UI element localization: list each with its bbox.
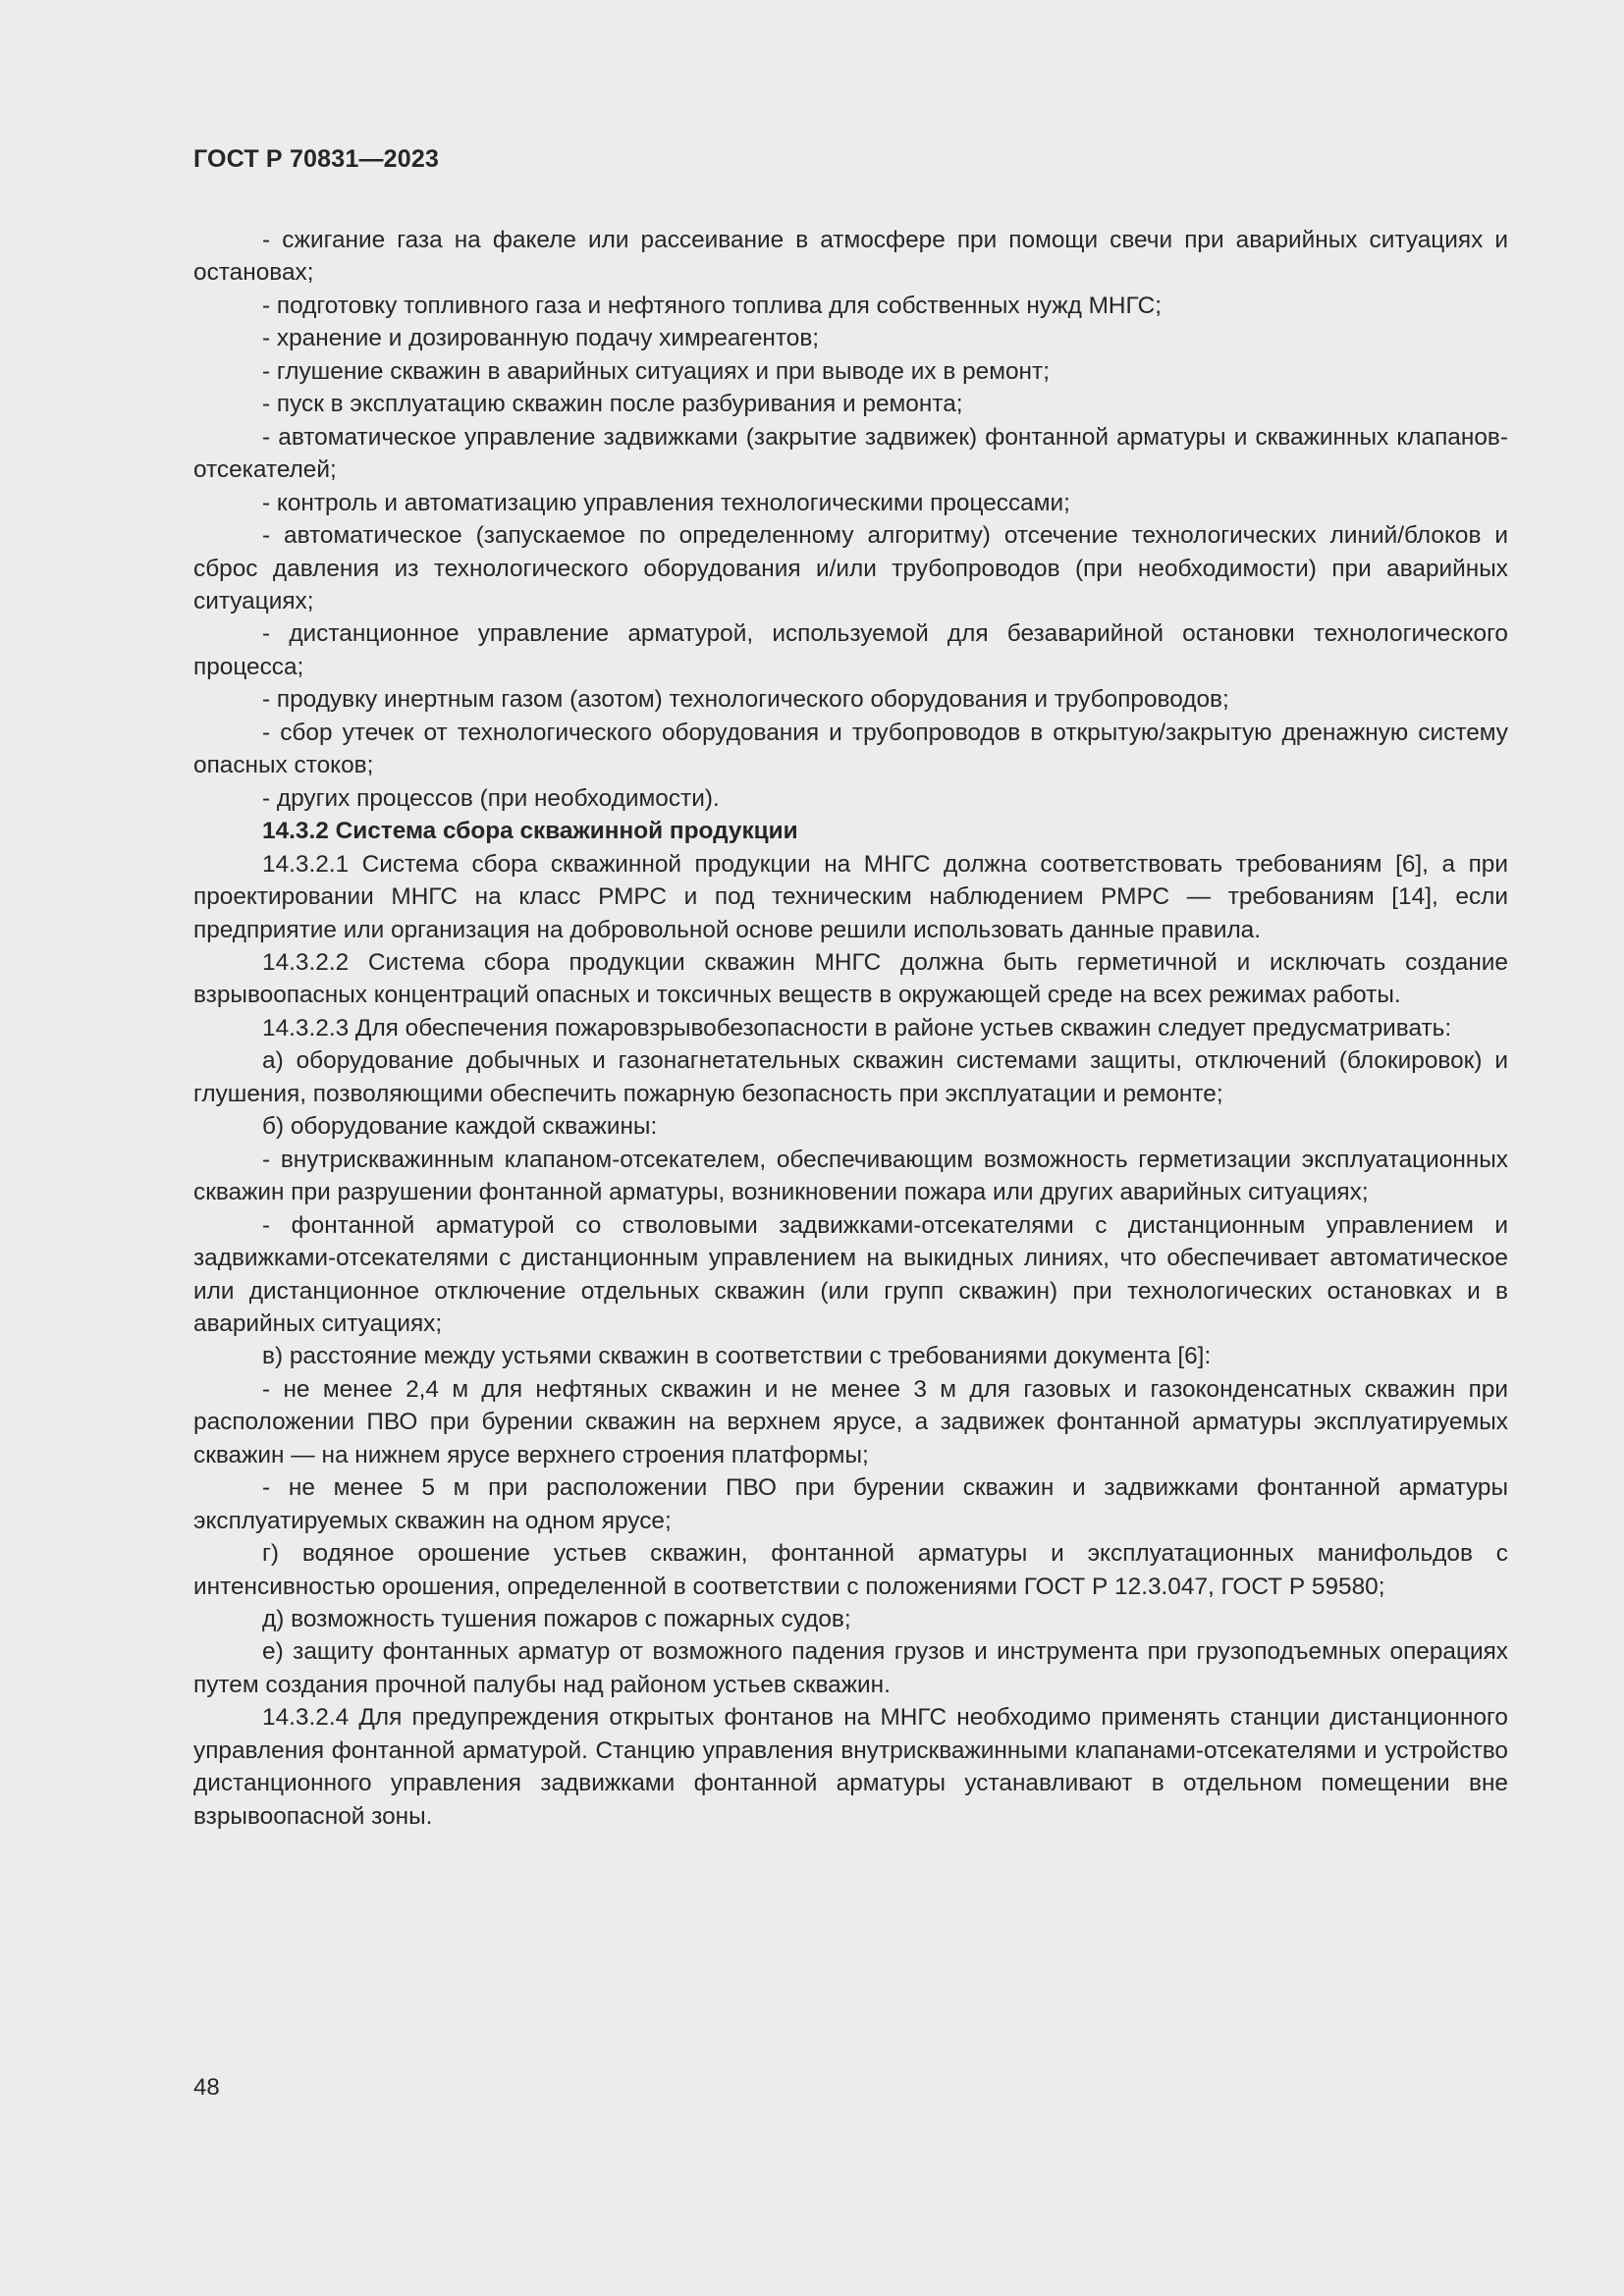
list-item: - автоматическое управление задвижками (закрытие задвижек) фонтанной арматуры и скважинных клапанов-отсекателей; xyxy=(193,423,1508,484)
clause-paragraph: 14.3.2.1 Система сбора скважинной продукции на МНГС должна соответствовать требованиям [6], а при проектировании МНГС на класс РМРС и под техническим наблюдением РМРС — требованиям [14], если предприятие или организация на добровольной основе решили использовать данные правила. xyxy=(193,850,1508,943)
list-item: - других процессов (при необходимости). xyxy=(262,784,720,812)
list-item: - пуск в эксплуатацию скважин после разбуривания и ремонта; xyxy=(262,391,963,418)
clause-paragraph: 14.3.2.2 Система сбора продукции скважин МНГС должна быть герметичной и исключать создание взрывоопасных концентраций опасных и токсичных веществ в окружающей среде на всех режимах работы. xyxy=(193,948,1508,1009)
list-item: г) водяное орошение устьев скважин, фонтанной арматуры и эксплуатационных манифольдов с интенсивностью орошения, определенной в соответствии с положениями ГОСТ Р 12.3.047, ГОСТ Р 59580; xyxy=(193,1540,1508,1600)
clause-paragraph: 14.3.2.4 Для предупреждения открытых фонтанов на МНГС необходимо применять станции дистанционного управления фонтанной арматурой. Станцию управления внутрискважинными клапанами-отсекателями и устройство дистанционного управления задвижками фонтанной арматуры устанавливают в отдельном помещении вне взрывоопасной зоны. xyxy=(193,1704,1508,1830)
list-item: - фонтанной арматурой со стволовыми задвижками-отсекателями с дистанционным управлением и задвижками-отсекателями с дистанционным управлением на выкидных линиях, что обеспечивает автоматическое или дистанционное отключение отдельных скважин (или групп скважин) при технологических остановках и в аварийных ситуациях; xyxy=(193,1211,1508,1337)
list-item: - глушение скважин в аварийных ситуациях и при выводе их в ремонт; xyxy=(262,357,1050,385)
list-item: - продувку инертным газом (азотом) технологического оборудования и трубопроводов; xyxy=(262,686,1229,714)
list-item: - сжигание газа на факеле или рассеивание в атмосфере при помощи свечи при аварийных ситуациях и остановах; xyxy=(193,227,1508,287)
list-item: - автоматическое (запускаемое по определенному алгоритму) отсечение технологических линий/блоков и сброс давления из технологического оборудования и/или трубопроводов (при необходимости) при аварийных ситуациях; xyxy=(193,522,1508,614)
list-item: - дистанционное управление арматурой, используемой для безаварийной остановки технологического процесса; xyxy=(193,620,1508,680)
clause-paragraph: 14.3.2.3 Для обеспечения пожаровзрывобезопасности в районе устьев скважин следует предусматривать: xyxy=(262,1014,1452,1041)
list-item: - внутрискважинным клапаном-отсекателем, обеспечивающим возможность герметизации эксплуатационных скважин при разрушении фонтанной арматуры, возникновении пожара или других аварийных ситуациях; xyxy=(193,1146,1508,1206)
list-item: - не менее 2,4 м для нефтяных скважин и не менее 3 м для газовых и газоконденсатных скважин при расположении ПВО при бурении скважин на верхнем ярусе, а задвижек фонтанной арматуры эксплуатируемых скважин — на нижнем ярусе верхнего строения платформы; xyxy=(193,1375,1508,1468)
document-body xyxy=(193,224,1508,1833)
section-heading: 14.3.2 Система сбора скважинной продукции xyxy=(262,818,798,845)
list-item: а) оборудование добычных и газонагнетательных скважин системами защиты, отключений (блокировок) и глушения, позволяющими обеспечить пожарную безопасность при эксплуатации и ремонте; xyxy=(193,1047,1508,1107)
page-number: 48 xyxy=(193,2074,220,2101)
list-item: е) защиту фонтанных арматур от возможного падения грузов и инструмента при грузоподъемных операциях путем создания прочной палубы над районом устьев скважин. xyxy=(193,1638,1508,1698)
list-item: в) расстояние между устьями скважин в соответствии с требованиями документа [6]: xyxy=(262,1343,1212,1370)
list-item: - не менее 5 м при расположении ПВО при бурении скважин и задвижками фонтанной арматуры эксплуатируемых скважин на одном ярусе; xyxy=(193,1474,1508,1534)
list-item: д) возможность тушения пожаров с пожарных судов; xyxy=(262,1606,851,1633)
list-item: - подготовку топливного газа и нефтяного топлива для собственных нужд МНГС; xyxy=(262,292,1163,319)
document-header: ГОСТ Р 70831—2023 xyxy=(193,145,440,173)
list-item: - контроль и автоматизацию управления технологическими процессами; xyxy=(262,489,1070,516)
list-item: - сбор утечек от технологического оборудования и трубопроводов в открытую/закрытую дренажную систему опасных стоков; xyxy=(193,719,1508,779)
list-item: - хранение и дозированную подачу химреагентов; xyxy=(262,325,820,352)
list-item: б) оборудование каждой скважины: xyxy=(262,1113,658,1141)
